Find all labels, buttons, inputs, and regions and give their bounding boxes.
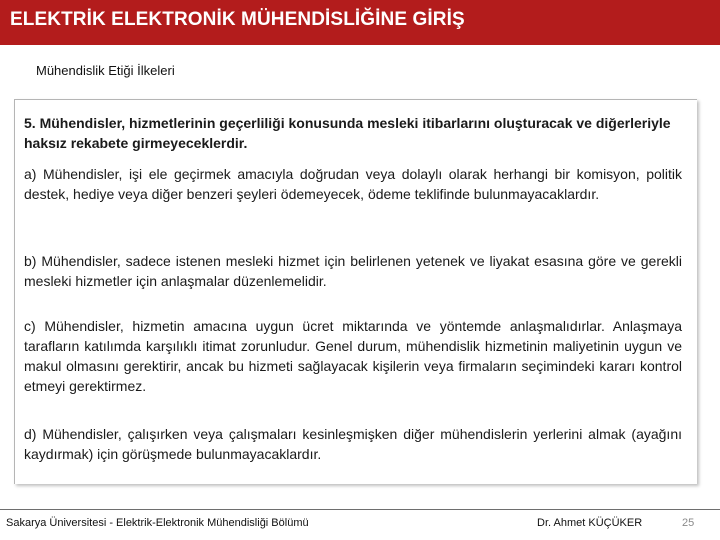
slide-title: ELEKTRİK ELEKTRONİK MÜHENDİSLİĞİNE GİRİŞ	[10, 9, 465, 30]
footer-author: Dr. Ahmet KÜÇÜKER	[537, 517, 643, 529]
slide-subtitle: Mühendislik Etiği İlkeleri	[36, 63, 175, 78]
list-item-a: a) Mühendisler, işi ele geçirmek amacıyla doğrudan veya dolaylı olarak herhangi bir komisyon, politik destek, hediye veya diğer benzeri şeyleri ödemeyecek, ödeme teklifinde bulunmayacaklardır.	[24, 166, 682, 202]
list-item-b: b) Mühendisler, sadece istenen mesleki hizmet için belirlenen yetenek ve liyakat esasına göre ve gerekli mesleki hizmetler için anlaşmalar düzenlemelidir.	[24, 253, 682, 289]
principle-heading: 5. Mühendisler, hizmetlerinin geçerliliği konusunda mesleki itibarlarını oluşturacak ve diğerleriyle haksız rekabete girmeyeceklerdir.	[24, 115, 671, 151]
list-item-c: c) Mühendisler, hizmetin amacına uygun ücret miktarında ve yöntemde anlaşmalıdırlar. Anlaşmaya tarafların katılımda karşılıklı itimat zorunludur. Genel durum, mühendislik hizmetinin maliyetinin uygun ve makul olmasını gerektirir, ancak bu hizmeti sağlayacak kişilerin veya firmaların seçimindeki kararı kontrol etmeyi gerektirmez.	[24, 318, 682, 394]
list-item-d: d) Mühendisler, çalışırken veya çalışmaları kesinleşmişken diğer mühendislerin yerlerini almak (ayağını kaydırmak) için görüşmede bulunmayacaklardır.	[24, 426, 682, 462]
page-number: 25	[682, 517, 695, 529]
footer-divider	[0, 509, 720, 510]
title-bar	[0, 0, 720, 45]
footer-institution: Sakarya Üniversitesi - Elektrik-Elektronik Mühendisliği Bölümü	[6, 517, 309, 529]
